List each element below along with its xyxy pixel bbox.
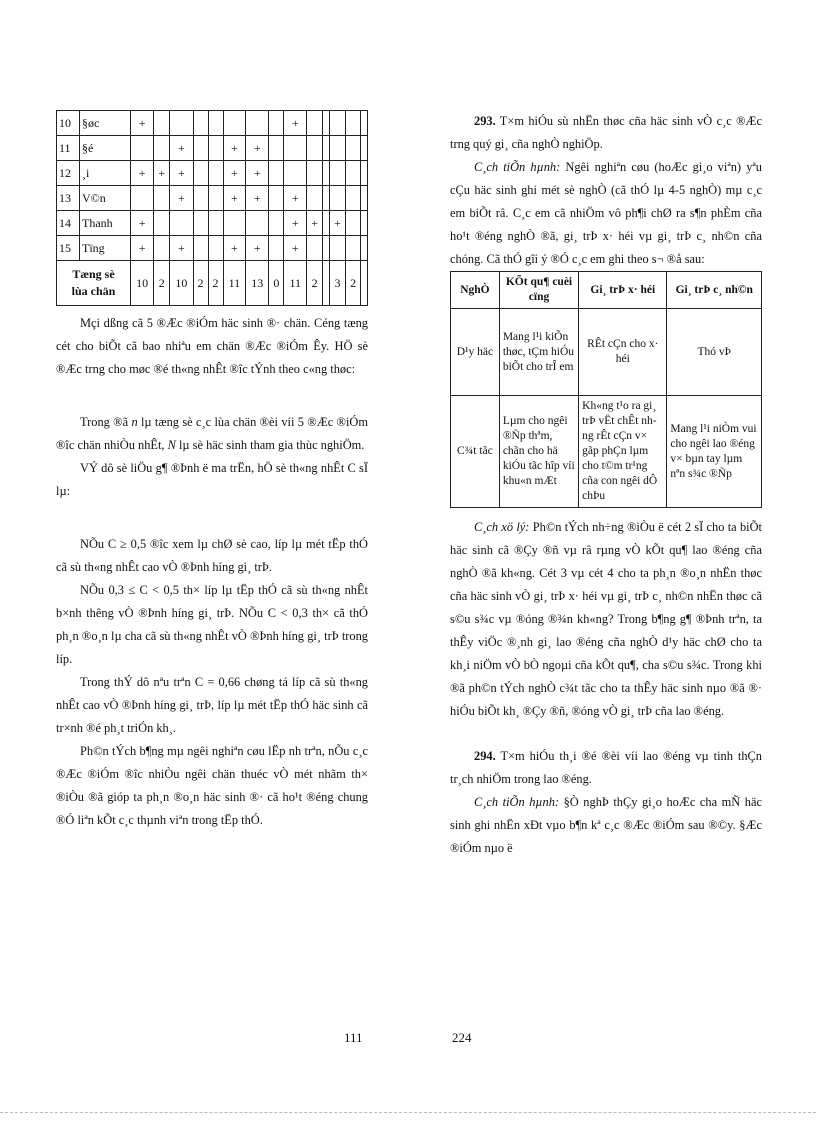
- choice-cell: [361, 211, 368, 236]
- total-label-line: Tæng sè: [72, 267, 115, 281]
- paragraph: VÝ dô sè liÖu g¶ ®Þnh ë ma trËn, hÖ sè th«ng nhÊt C sÏ lµ:: [56, 461, 368, 498]
- total-cell: [361, 261, 368, 306]
- choice-cell: [208, 111, 223, 136]
- choice-cell: +: [284, 186, 307, 211]
- choice-cell: [329, 186, 345, 211]
- choice-cell: [284, 161, 307, 186]
- table-cell: Mang l¹i niÒm vui cho ngêi lao ®éng v× bµn tay lµm nªn s¾c ®Ñp: [667, 396, 762, 508]
- choice-cell: +: [246, 161, 269, 186]
- page-number-left: 111: [344, 1030, 363, 1045]
- page-number-right: 224: [452, 1030, 472, 1045]
- choice-cell: [346, 236, 361, 261]
- total-cell: 13: [246, 261, 269, 306]
- total-label-line: lùa chän: [71, 284, 116, 298]
- choice-cell: [346, 136, 361, 161]
- exercise-294: 294. T×m hiÓu th¸i ®é ®èi víi lao ®éng vµ tinh thÇn tr¸ch nhiÖm trong lao ®éng.: [450, 749, 762, 786]
- choice-cell: [346, 161, 361, 186]
- table-row: [57, 186, 368, 211]
- total-cell: 10: [131, 261, 154, 306]
- choice-cell: [307, 136, 323, 161]
- right-column: [450, 110, 762, 860]
- choice-cell: [269, 236, 284, 261]
- choice-cell: [208, 161, 223, 186]
- choice-cell: [170, 111, 193, 136]
- choice-cell: +: [170, 186, 193, 211]
- choice-cell: +: [223, 136, 246, 161]
- choice-cell: [323, 236, 330, 261]
- table-cell: Lµm cho ngêi ®Ñp thªm, chãn cho hä kiÓu tãc hîp víi khu«n mÆt: [499, 396, 578, 508]
- choice-cell: [223, 111, 246, 136]
- table-row: [57, 136, 368, 161]
- student-name: V©n: [80, 186, 131, 211]
- method-paragraph-2: C¸ch tiÕn hµnh: §Ò nghÞ thÇy gi¸o hoÆc cha mÑ häc sinh ghi nhËn xÐt vµo b¶n kª c¸c ®Æc ®iÓm sau ®©y. §Æc ®iÓm nµo ë: [450, 795, 762, 855]
- choice-cell: [361, 186, 368, 211]
- row-number: 11: [57, 136, 80, 161]
- table-row: [57, 211, 368, 236]
- choice-cell: [307, 111, 323, 136]
- choice-cell: [193, 186, 208, 211]
- table-row: [57, 236, 368, 261]
- choice-cell: [193, 136, 208, 161]
- choice-cell: +: [223, 236, 246, 261]
- choice-cell: +: [307, 211, 323, 236]
- total-cell: 11: [223, 261, 246, 306]
- choice-cell: +: [131, 161, 154, 186]
- choice-cell: +: [170, 136, 193, 161]
- choice-cell: +: [246, 186, 269, 211]
- total-cell: 0: [269, 261, 284, 306]
- choice-cell: [323, 186, 330, 211]
- choice-cell: [154, 136, 170, 161]
- table-cell: D¹y häc: [451, 309, 500, 396]
- choice-cell: [323, 111, 330, 136]
- choice-cell: [323, 211, 330, 236]
- choice-cell: +: [170, 161, 193, 186]
- row-number: 13: [57, 186, 80, 211]
- choice-cell: +: [284, 211, 307, 236]
- choice-cell: +: [284, 111, 307, 136]
- total-cell: 10: [170, 261, 193, 306]
- bottom-divider: [0, 1112, 816, 1113]
- choice-cell: +: [223, 161, 246, 186]
- left-column: [56, 110, 368, 832]
- total-cell: 2: [307, 261, 323, 306]
- paragraph: Ph©n tÝch b¶ng mµ ngêi nghiªn cøu lËp nh trªn, nÕu c¸c ®Æc ®iÓm ®îc nhiÒu ngêi chän thuéc vÒ mét nhãm th× ®iÒu ®ã gióp ta ph¸n ®o¸n häc sinh ®· cã ho¹t ®éng chung ®Ó liªn kÕt c¸c thµnh viªn trong tËp thÓ.: [56, 744, 368, 827]
- choice-cell: [154, 211, 170, 236]
- choice-cell: [208, 236, 223, 261]
- row-number: 10: [57, 111, 80, 136]
- column-header: Gi¸ trÞ c¸ nh©n: [667, 272, 762, 309]
- choice-cell: +: [154, 161, 170, 186]
- choice-cell: [131, 136, 154, 161]
- table-cell: C¾t tãc: [451, 396, 500, 508]
- choice-cell: [361, 111, 368, 136]
- choice-cell: +: [246, 136, 269, 161]
- choice-cell: [346, 111, 361, 136]
- choice-cell: [131, 186, 154, 211]
- choice-cell: [269, 136, 284, 161]
- student-name: §øc: [80, 111, 131, 136]
- student-name: Thanh: [80, 211, 131, 236]
- choice-cell: [193, 211, 208, 236]
- choice-cell: [170, 211, 193, 236]
- student-name: ¸i: [80, 161, 131, 186]
- paragraph: Trong thÝ dô nªu trªn C = 0,66 chøng tá líp cã sù th«ng nhÊt cao vÒ ®Þnh híng gi¸ trÞ, líp lµ mét tËp thÓ häc sinh cã tr×nh ®é ph¸t triÓn kh¸.: [56, 675, 368, 735]
- choice-cell: [361, 161, 368, 186]
- choice-cell: [208, 186, 223, 211]
- table-row: [57, 161, 368, 186]
- choice-cell: [346, 186, 361, 211]
- choice-cell: +: [329, 211, 345, 236]
- paragraph: NÕu C ≥ 0,5 ®îc xem lµ chØ sè cao, líp lµ mét tËp thÓ cã sù th«ng nhÊt cao vÒ ®Þnh híng gi¸ trÞ.: [56, 537, 368, 574]
- choice-cell: [323, 136, 330, 161]
- table-row: [451, 396, 762, 508]
- choice-cell: +: [284, 236, 307, 261]
- choice-cell: [361, 136, 368, 161]
- choice-cell: [269, 211, 284, 236]
- student-name: §é: [80, 136, 131, 161]
- table-cell: Thó vÞ: [667, 309, 762, 396]
- choice-cell: [329, 236, 345, 261]
- total-cell: 2: [346, 261, 361, 306]
- choice-cell: [269, 111, 284, 136]
- choice-cell: [329, 111, 345, 136]
- exercise-293: 293. T×m hiÓu sù nhËn thøc cña häc sinh vÒ c¸c ®Æc trng quý gi¸ cña nghÒ nghiÖp.: [450, 114, 762, 151]
- total-cell: 2: [208, 261, 223, 306]
- choice-cell: +: [131, 111, 154, 136]
- row-number: 14: [57, 211, 80, 236]
- table-row: [57, 111, 368, 136]
- choice-cell: [284, 136, 307, 161]
- profession-table: [450, 271, 762, 508]
- choice-cell: +: [223, 186, 246, 211]
- choice-cell: [154, 111, 170, 136]
- choice-cell: +: [131, 211, 154, 236]
- choice-cell: [269, 186, 284, 211]
- total-label: [57, 261, 131, 306]
- table-cell: RÊt cÇn cho x· héi: [579, 309, 667, 396]
- choice-cell: +: [131, 236, 154, 261]
- choice-cell: [208, 211, 223, 236]
- total-cell: 11: [284, 261, 307, 306]
- choice-cell: [307, 186, 323, 211]
- choice-cell: [193, 161, 208, 186]
- row-number: 12: [57, 161, 80, 186]
- paragraph: Trong ®ã n lµ tæng sè c¸c lùa chän ®èi víi 5 ®Æc ®iÓm ®îc chän nhiÒu nhÊt, N lµ sè häc sinh tham gia thùc nghiÖm.: [56, 415, 368, 452]
- processing-paragraph: C¸ch xö lý: Ph©n tÝch nh÷ng ®iÒu ë cét 2 sÏ cho ta biÕt häc sinh cã ®Çy ®ñ vµ râ rµng vÒ kÕt qu¶ lao ®éng cña nghÒ ®ã kh«ng. Cét 3 vµ cét 4 cho ta ph¸n ®o¸n nhËn thøc cña häc sinh vÒ gi¸ trÞ x· héi vµ gi¸ trÞ c¸ nh©n nhËn thøc cã s©u s¾c vµ ®óng ®¾n kh«ng? Trong b¶ng g¶ ®Þnh trªn, ta thÊy viÖc ®¸nh gi¸ lao ®éng cña nghÒ d¹y häc chØ cho ta kh¸i niÖm vÒ bÒ ngoµi cña kÕt qu¶, cha s©u s¾c. Trong khi ®ã ph©n tÝch nghÒ c¾t tãc cho ta thÊy häc sinh nµo ®ã ®· hiÓu biÕt kh¸ ®Çy ®ñ, ®óng vÒ gi¸ trÞ cña lao ®éng.: [450, 520, 763, 718]
- student-name: Tïng: [80, 236, 131, 261]
- table-cell: Kh«ng t¹o ra gi¸ trÞ vËt chÊt nhng rÊt cÇn v× gãp phÇn lµm cho t©m tr¹ng cña con ngêi dÔ chÞu: [579, 396, 667, 508]
- choice-cell: [193, 236, 208, 261]
- choice-cell: [307, 161, 323, 186]
- choice-cell: [246, 211, 269, 236]
- table-row: [451, 309, 762, 396]
- total-cell: 3: [329, 261, 345, 306]
- choice-cell: [329, 136, 345, 161]
- paragraph: Mçi dßng cã 5 ®Æc ®iÓm häc sinh ®· chän. Céng tæng cét cho biÕt cã bao nhiªu em chän ®Æc ®iÓm Êy. HÖ sè ®Æc trng cho møc ®é th«ng nhÊt ®îc tÝnh theo c«ng thøc:: [56, 316, 368, 376]
- method-paragraph: C¸ch tiÕn hµnh: Ngêi nghiªn cøu (hoÆc gi¸o viªn) yªu cÇu häc sinh ghi mét sè nghÒ (cã thÓ lµ 4-5 nghÒ) mµ c¸c em biÕt râ. C¸c em cã nhiÖm vô ph¶i chØ ra s¶n phÈm cña ho¹t ®éng nghÒ ®ã, gi¸ trÞ x· héi vµ gi¸ trÞ c¸ nh©n cña chóng. Cã thÓ gîi ý ®Ó c¸c em ghi theo s¬ ®å sau:: [450, 160, 762, 266]
- choice-cell: +: [246, 236, 269, 261]
- choice-cell: [323, 161, 330, 186]
- paragraph: NÕu 0,3 ≤ C < 0,5 th× líp lµ tËp thÓ cã sù th«ng nhÊt b×nh thêng vÒ ®Þnh híng gi¸ trÞ. NÕu C < 0,3 th× cã thÓ ph¸n ®o¸n lµ cha cã sù th«ng nhÊt vÒ ®Þnh híng gi¸ trÞ trong líp.: [56, 583, 368, 666]
- choice-cell: [361, 236, 368, 261]
- total-row: [57, 261, 368, 306]
- row-number: 15: [57, 236, 80, 261]
- column-header: NghÒ: [451, 272, 500, 309]
- table-cell: Mang l¹i kiÕn thøc, tÇm hiÓu biÕt cho trÎ em: [499, 309, 578, 396]
- choice-cell: [208, 136, 223, 161]
- choice-cell: [269, 161, 284, 186]
- choice-cell: [154, 236, 170, 261]
- choice-cell: +: [170, 236, 193, 261]
- choice-cell: [246, 111, 269, 136]
- choice-cell: [307, 236, 323, 261]
- total-cell: 2: [154, 261, 170, 306]
- choice-cell: [223, 211, 246, 236]
- choice-cell: [346, 211, 361, 236]
- score-table: [56, 110, 368, 306]
- total-cell: 2: [193, 261, 208, 306]
- choice-cell: [193, 111, 208, 136]
- choice-cell: [329, 161, 345, 186]
- total-cell: [323, 261, 330, 306]
- column-header: KÕt qu¶ cuèi cïng: [499, 272, 578, 309]
- column-header: Gi¸ trÞ x· héi: [579, 272, 667, 309]
- choice-cell: [154, 186, 170, 211]
